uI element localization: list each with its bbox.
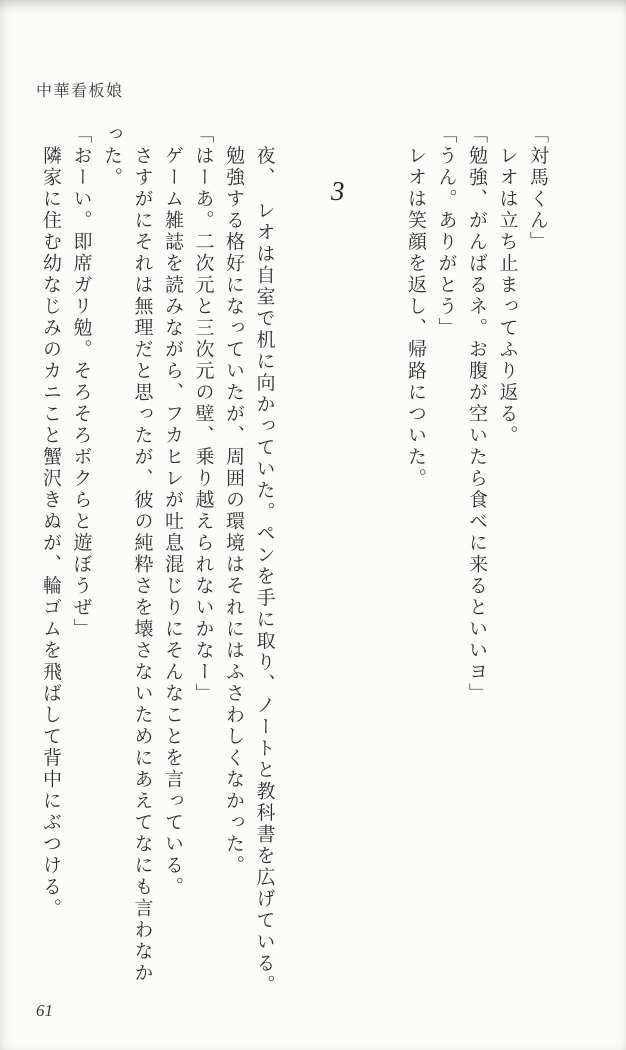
text-column: 「うん。ありがとう」 [435, 124, 457, 339]
text-column: った。 [101, 124, 122, 189]
text-column: 「はーあ。二次元と三次元の壁、乗り越えられないかなー」 [192, 124, 214, 705]
text-column: 隣家に住む幼なじみのカニこと蟹沢きぬが、輪ゴムを飛ばして背中にぶつける。 [40, 124, 61, 920]
text-column: 「おーい。即席ガリ勉。そろそろボクらと遊ぼうぜ」 [70, 124, 92, 640]
text-column: さすがにそれは無理だと思ったが、彼の純粋さを壊さないためにあえてなにも言わなか [131, 124, 153, 984]
running-title: 中華看板娘 [36, 83, 124, 100]
section-number: 3 [331, 176, 347, 206]
text-column: 「対馬くん」 [527, 124, 548, 253]
section-number-column [279, 124, 400, 1016]
page-number: 61 [36, 1001, 53, 1020]
text-column: 夜、 レオは自室で机に向かっていた。ペンを手に取り、ノートと教科書を広げている。 [253, 124, 275, 996]
text-column: 勉強する格好になっていたが、周囲の環境はそれにはふさわしくなかった。 [223, 124, 244, 877]
text-column: 「勉強、がんばるネ。お腹が空いたら食べに来るといいヨ」 [466, 124, 487, 705]
text-block [35, 124, 553, 1016]
text-column: レオは立ち止まってふり返る。 [496, 124, 518, 447]
text-column: レオは笑顔を返し、帰路についた。 [405, 124, 426, 490]
text-column: ゲーム雑誌を読みながら、フカヒレが吐息混じりにそんなことを言っている。 [162, 124, 183, 898]
